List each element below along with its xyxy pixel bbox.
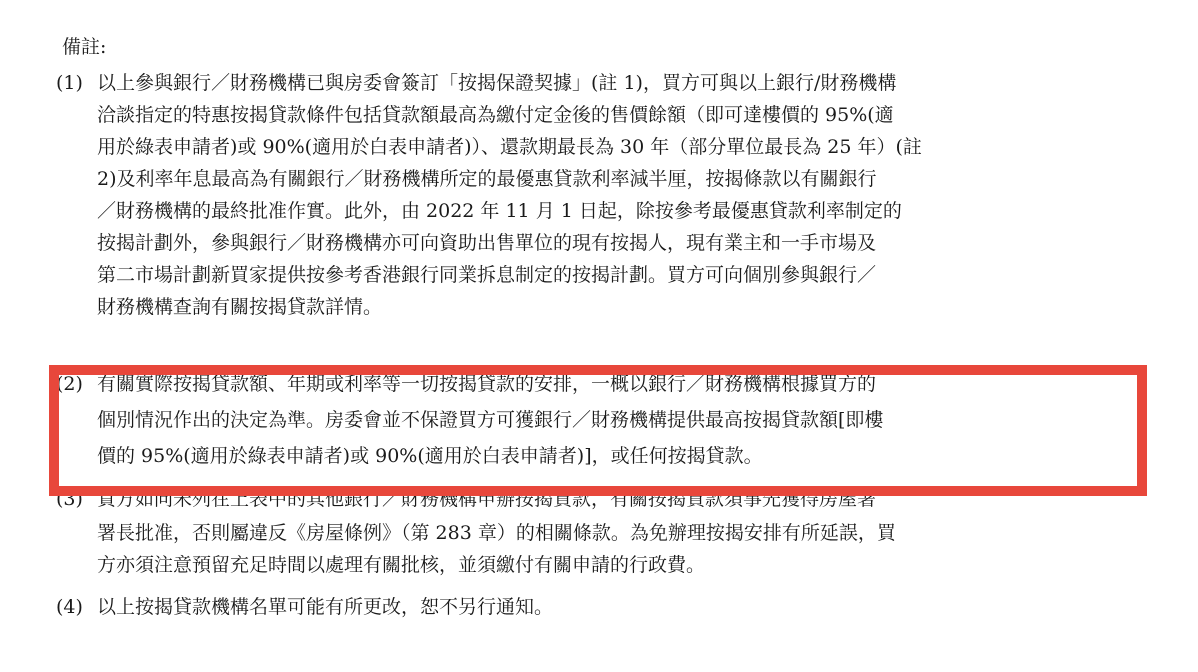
- note-line: 以上按揭貸款機構名單可能有所更改，恕不另行通知。: [97, 596, 554, 618]
- note-line: 個別情況作出的決定為準。房委會並不保證買方可獲銀行／財務機構提供最高按揭貸款額[即樓: [97, 409, 884, 431]
- note-line: 第二市場計劃新買家提供按參考香港銀行同業拆息制定的按揭計劃。買方可向個別參與銀行／: [97, 264, 877, 286]
- note-line: 署長批准，否則屬違反《房屋條例》（第 283 章）的相關條款。為免辦理按揭安排有所延誤，買: [97, 522, 896, 544]
- note-line: 用於綠表申請者)或 90%(適用於白表申請者)）、還款期最長為 30 年（部分單位最長為 25 年）(註: [97, 136, 922, 158]
- note-line: 洽談指定的特惠按揭貸款條件包括貸款額最高為繳付定金後的售價餘額（即可達樓價的 95%(適: [97, 104, 894, 126]
- note-line: 價的 95%(適用於綠表申請者)或 90%(適用於白表申請者)]，或任何按揭貸款。: [97, 445, 763, 467]
- note-line: 財務機構查詢有關按揭貸款詳情。: [97, 296, 383, 318]
- note-line: 2)及利率年息最高為有關銀行／財務機構所定的最優惠貸款利率減半厘，按揭條款以有關銀行: [97, 168, 877, 190]
- note-line: ／財務機構的最終批准作實。此外，由 2022 年 11 月 1 日起，除按參考最優惠貸款利率制定的: [97, 200, 902, 222]
- note-line: 方亦須注意預留充足時間以處理有關批核，並須繳付有關申請的行政費。: [97, 554, 706, 576]
- note-line: 按揭計劃外，參與銀行／財務機構亦可向資助出售單位的現有按揭人，現有業主和一手市場及: [97, 232, 877, 254]
- note-line: 有關實際按揭貸款額、年期或利率等一切按揭貸款的安排，一概以銀行／財務機構根據買方的: [97, 373, 877, 395]
- note-number: (4): [56, 596, 83, 618]
- note-line: 以上參與銀行／財務機構已與房委會簽訂「按揭保證契據」(註 1)，買方可與以上銀行/財務機構: [97, 72, 897, 94]
- note-line: 買方如向未列在上表中的其他銀行／財務機構申辦按揭貸款，有關按揭貸款須事先獲得房屋署: [97, 488, 877, 510]
- notes-heading: 備註:: [62, 36, 107, 58]
- note-number: (3): [56, 488, 83, 510]
- note-number: (2): [56, 373, 83, 395]
- note-number: (1): [56, 72, 83, 94]
